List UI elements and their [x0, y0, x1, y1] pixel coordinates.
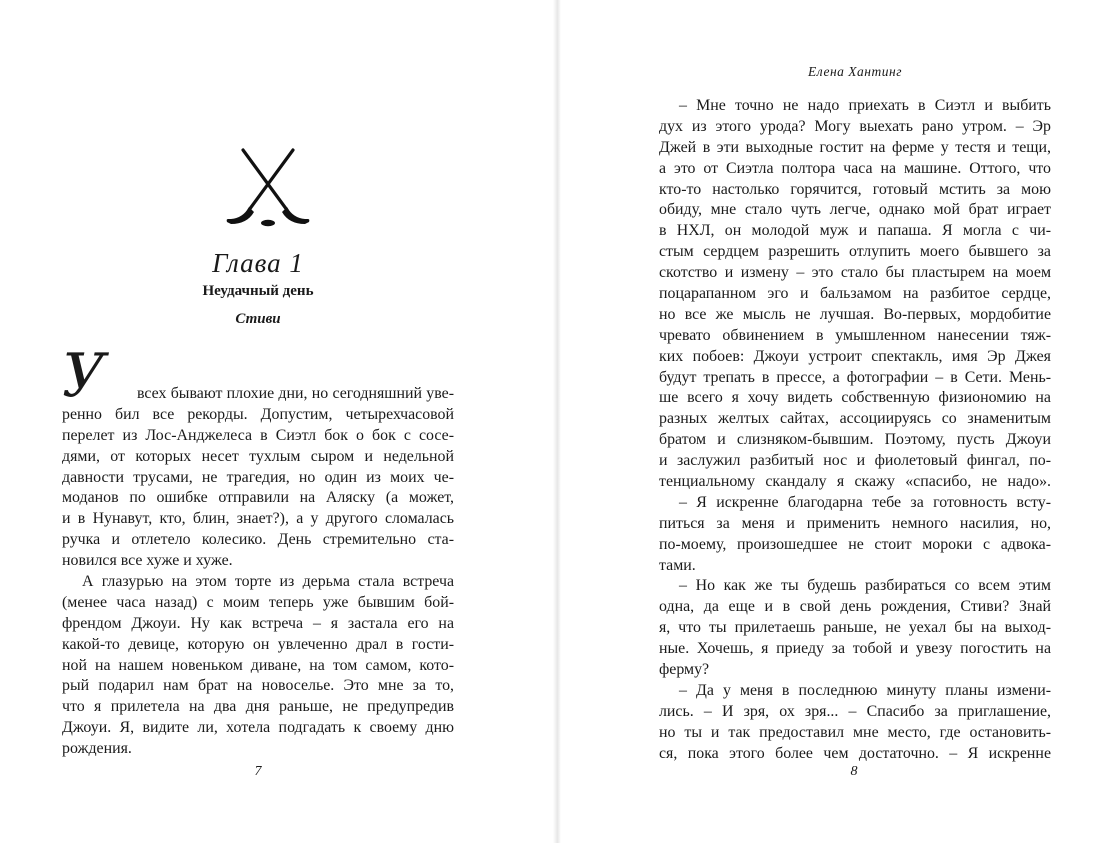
- text-line: рый подарил нам брат на новоселье. Это мне за то,: [62, 677, 454, 695]
- text-line: ких побоев: Джоуи устроит спектакль, имя Эр Джея: [659, 347, 1051, 365]
- text-line: всех бывают плохие дни, но сегодняшний уве-: [137, 385, 454, 402]
- text-line: тенциальному скандалу я скажу «спасибо, не надо».: [659, 473, 1051, 491]
- text-line: ренно бил все рекорды. Допустим, четырехчасовой: [62, 405, 454, 423]
- text-line: новился все хуже и хуже.: [62, 552, 233, 570]
- text-line: разных желтых сайтах, ассоциируясь со знаменитым: [659, 410, 1051, 428]
- text-line: ся, пока этого более чем достаточно. – Я искренне: [659, 744, 1051, 762]
- text-line: а это от Сиэтла полтора часа на машине. Оттого, что: [659, 159, 1051, 177]
- right-body-text: [659, 96, 1051, 765]
- chapter-number: Глава 1: [212, 248, 304, 278]
- text-line: но ты и так предоставил мне место, где остановить-: [659, 723, 1051, 741]
- text-line: по-моему, произошедшее не стоит мороки с адвока-: [659, 535, 1051, 553]
- text-line: ной на нашем новеньком диване, на том самом, кото-: [62, 656, 454, 674]
- text-line: А глазурью на этом торте из дерьма стала встреча: [82, 573, 454, 591]
- text-line: и заслужил разбитый нос и фиолетовый фингал, по-: [659, 452, 1051, 470]
- left-page: [0, 0, 556, 843]
- text-line: френдом Джоуи. Ну как встреча – я застала его на: [62, 614, 454, 632]
- text-line: (менее часа назад) с моим теперь уже бывшим бой-: [62, 593, 454, 611]
- text-line: поцарапанном эго и бальзамом на разбитое сердце,: [659, 285, 1051, 303]
- text-line: – Я искренне благодарна тебе за готовность всту-: [679, 493, 1051, 511]
- text-line: но все же мысль не лучшая. Во-первых, мордобитие: [659, 305, 1051, 323]
- text-line: дух из этого урода? Могу выехать рано утром. – Эр: [659, 117, 1051, 135]
- text-line: рождения.: [62, 740, 132, 758]
- text-line: кто-то настолько горячится, готовый мстить за мою: [659, 180, 1051, 198]
- text-line: ные. Хочешь, я приеду за тобой и увезу погостить на: [659, 640, 1051, 658]
- text-line: какой-то девице, которую он увлеченно драл в гости-: [62, 635, 454, 653]
- text-line: обиду, мне стало чуть легче, однако мой брат играет: [659, 201, 1051, 219]
- text-line: – Да у меня в последнюю минуту планы измени-: [679, 681, 1051, 699]
- text-line: ше всего я хочу видеть собственную физиономию на: [659, 389, 1051, 407]
- text-line: и в Нунавут, кто, блин, знает?), а у другого сломалась: [62, 510, 454, 528]
- text-line: – Но как же ты будешь разбираться со всем этим: [679, 577, 1051, 595]
- text-line: я, что ты прилетаешь раньше, не уехал бы на выход-: [659, 619, 1051, 637]
- text-line: тами.: [659, 556, 696, 574]
- page-number-right: 8: [850, 764, 858, 779]
- text-line: ферму?: [659, 661, 710, 679]
- text-line: Джоуи. Я, видите ли, хотела подгадать к своему дню: [62, 719, 454, 737]
- text-line: моданов по ошибке отправили на Аляску (а может,: [62, 489, 454, 507]
- text-line: одна, да еще и в свой день рождения, Стиви? Знай: [659, 598, 1051, 616]
- text-line: чревато обвинением в умышленном нанесении тяж-: [659, 326, 1051, 344]
- text-line: в НХЛ, он молодой муж и папаша. Я могла с чи-: [659, 222, 1051, 240]
- text-line: будут трепать в прессе, а фотографии – в Сети. Мень-: [659, 368, 1051, 386]
- left-body-text: [62, 384, 454, 760]
- drop-cap: У: [62, 341, 106, 411]
- text-line: что я прилетела на два дня раньше, не предупредив: [62, 698, 454, 716]
- text-line: давности трусами, не трагедия, но один из моих че-: [62, 468, 454, 486]
- hockey-sticks-icon: [223, 144, 313, 230]
- text-line: перелет из Лос-Анджелеса в Сиэтл бок о бок с сосе-: [62, 426, 454, 444]
- running-head: Елена Хантинг: [808, 64, 902, 79]
- text-line: дями, от которых несет тухлым сыром и недельной: [62, 447, 454, 465]
- text-line: лись. – И зря, ох зря... – Спасибо за приглашение,: [659, 702, 1051, 720]
- page-number-left: 7: [254, 764, 262, 779]
- text-line: скотство и измену – это стало бы пластырем на моем: [659, 264, 1051, 282]
- text-line: питься за меня и применить немного насилия, но,: [659, 514, 1051, 532]
- text-line: братом и слизняком-бывшим. Поэтому, пусть Джоуи: [659, 431, 1051, 449]
- chapter-title: Неудачный день: [202, 283, 314, 299]
- text-line: ручка и отлетело колесико. День стремительно ста-: [62, 531, 454, 549]
- text-line: – Мне точно не надо приехать в Сиэтл и выбить: [679, 97, 1051, 114]
- text-line: Джей в эти выходные гостит на ферме у тестя и тещи,: [659, 138, 1051, 156]
- book-gutter: [553, 0, 561, 843]
- text-line: стым сердцем разрешить отлупить моего бывшего за: [659, 243, 1051, 261]
- chapter-pov: Стиви: [235, 311, 281, 327]
